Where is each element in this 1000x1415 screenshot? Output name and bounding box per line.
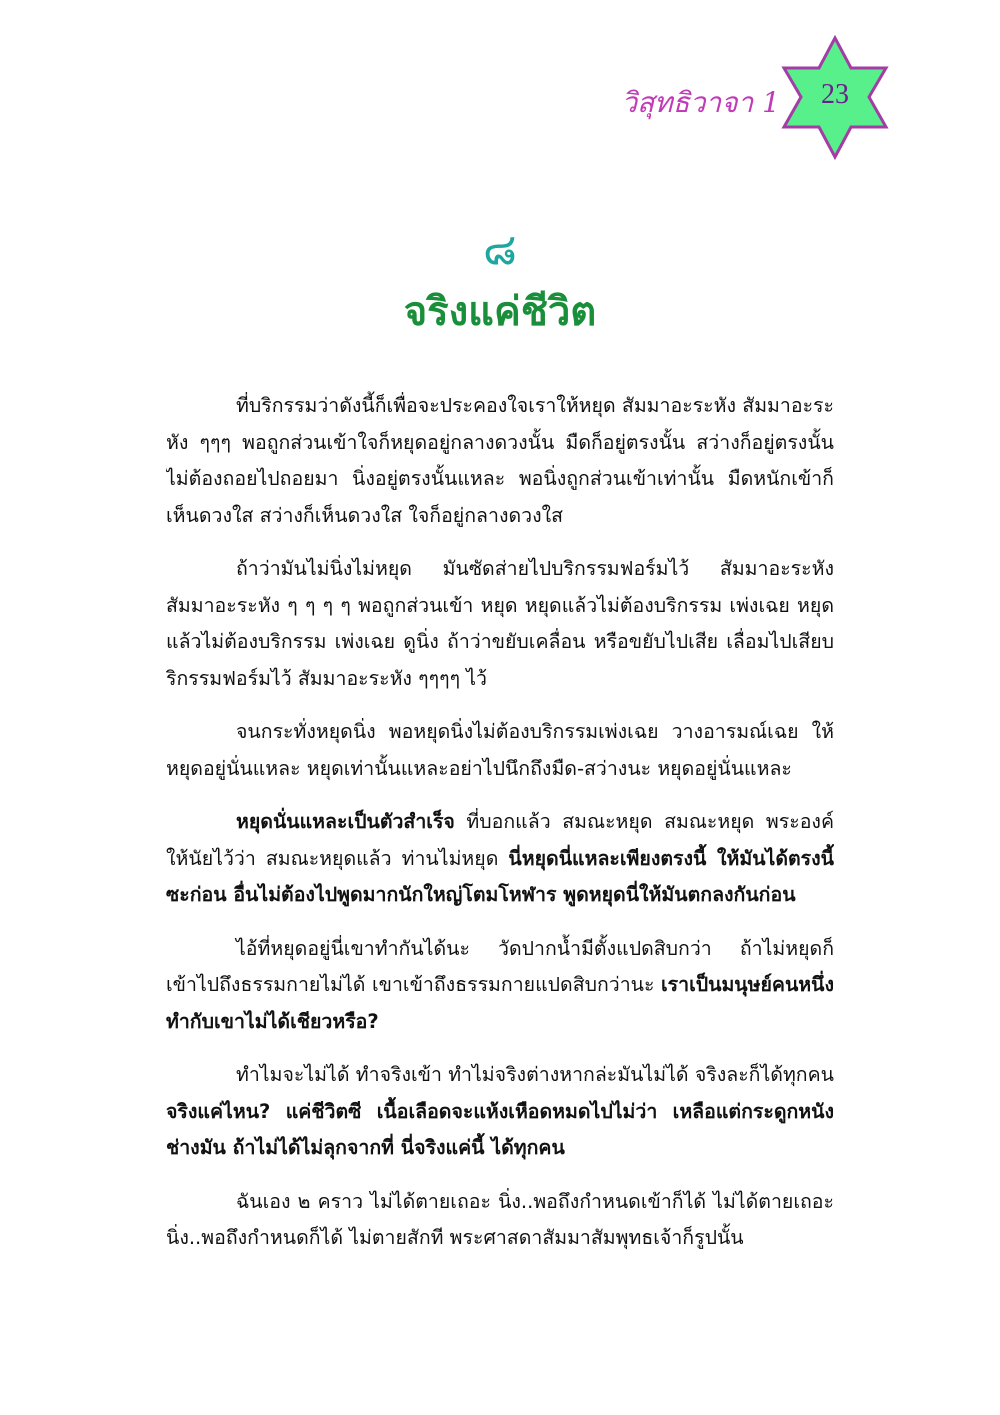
emphasis-text: จริงแค่ไหน? แค่ชีวิตซี เนื้อเลือดจะแห้งเหือดหมดไปไม่ว่า เหลือแต่กระดูกหนังช่างมัน ถ้าไม่ได้ไม่ลุกจากที่ นี่จริงแค่นี้ ได้ทุกคน (166, 1099, 834, 1159)
paragraph-text: ที่บริกรรมว่าดังนี้ก็เพื่อจะประคองใจเราให้หยุด สัมมาอะระหัง สัมมาอะระหัง ๆๆๆ พอถูกส่วนเข้าใจก็หยุดอยู่กลางดวงนั้น มืดก็อยู่ตรงนั้น สว่างก็อยู่ตรงนั้น ไม่ต้องถอยไปถอยมา นิ่งอยู่ตรงนั้นแหละ พอนิ่งถูกส่วนเข้าเท่านั้น มืดหนักเข้าก็เห็นดวงใส สว่างก็เห็นดวงใส ใจก็อยู่กลางดวงใส (166, 394, 834, 527)
chapter-title: จริงแค่ชีวิต (403, 289, 597, 335)
body-paragraph (166, 388, 834, 534)
chapter-body (166, 388, 834, 1318)
paragraph-text: ไอ้ที่หยุดอยู่นี่เขาทำกันได้นะ วัดปากน้ำมีตั้งแปดสิบกว่า ถ้าไม่หยุดก็เข้าไปถึงธรรมกายไม่ได้ เขาเข้าถึงธรรมกายแปดสิบกว่านะ (166, 936, 834, 996)
emphasis-text: หยุดนั่นแหละเป็นตัวสำเร็จ (236, 810, 455, 833)
body-paragraph (166, 931, 834, 1041)
body-paragraph (166, 1184, 834, 1257)
paragraph-text: ฉันเอง ๒ คราว ไม่ได้ตายเถอะ นิ่ง..พอถึงกำหนดเข้าก็ได้ ไม่ได้ตายเถอะ นิ่ง..พอถึงกำหนดก็ได้ ไม่ตายสักที พระศาสดาสัมมาสัมพุทธเจ้าก็รูปนั้น (166, 1189, 834, 1249)
paragraph-text: ที่บอกแล้ว สมณะหยุด สมณะหยุด พระองค์ให้นัยไว้ว่า สมณะหยุดแล้ว ท่านไม่หยุด (166, 810, 834, 870)
book-title: วิสุทธิวาจา 1 (621, 86, 780, 119)
emphasis-text: เราเป็นมนุษย์คนหนึ่งทำกับเขาไม่ได้เชียวหรือ? (166, 973, 834, 1033)
body-paragraph (166, 1057, 834, 1167)
paragraph-text: ทำไมจะไม่ได้ ทำจริงเข้า ทำไม่จริงต่างหากล่ะมันไม่ได้ จริงละก็ได้ทุกคน (236, 1063, 834, 1086)
page-number-badge (780, 35, 890, 160)
page-number: 23 (821, 79, 849, 110)
body-paragraph (166, 551, 834, 697)
paragraph-text: ถ้าว่ามันไม่นิ่งไม่หยุด มันซัดส่ายไปบริกรรมฟอร์มไว้ สัมมาอะระหัง สัมมาอะระหัง ๆ ๆ ๆ ๆ พอถูกส่วนเข้า หยุด หยุดแล้วไม่ต้องบริกรรม เพ่งเฉย หยุดแล้วไม่ต้องบริกรรม เพ่งเฉย ดูนิ่ง ถ้าว่าขยับเคลื่อน หรือขยับไปเสีย เลื่อมไปเสียบริกรรมฟอร์มไว้ สัมมาอะระหัง ๆๆๆๆ ไว้ (166, 557, 834, 690)
paragraph-text: จนกระทั่งหยุดนิ่ง พอหยุดนิ่งไม่ต้องบริกรรมเพ่งเฉย วางอารมณ์เฉย ให้หยุดอยู่นั่นแหละ หยุดเท่านั้นแหละอย่าไปนึกถึงมืด-สว่างนะ หยุดอยู่นั่นแหละ (166, 720, 834, 780)
body-paragraph (166, 714, 834, 787)
emphasis-text: นี่หยุดนี่แหละเพียงตรงนี้ ให้มันได้ตรงนี้ซะก่อน อื่นไม่ต้องไปพูดมากนักใหญ่โตมโหฬาร พูดหยุดนี่ให้มันตกลงกันก่อน (166, 846, 834, 906)
chapter-number: ๘ (483, 224, 517, 275)
page-header (590, 35, 890, 165)
body-paragraph (166, 804, 834, 914)
